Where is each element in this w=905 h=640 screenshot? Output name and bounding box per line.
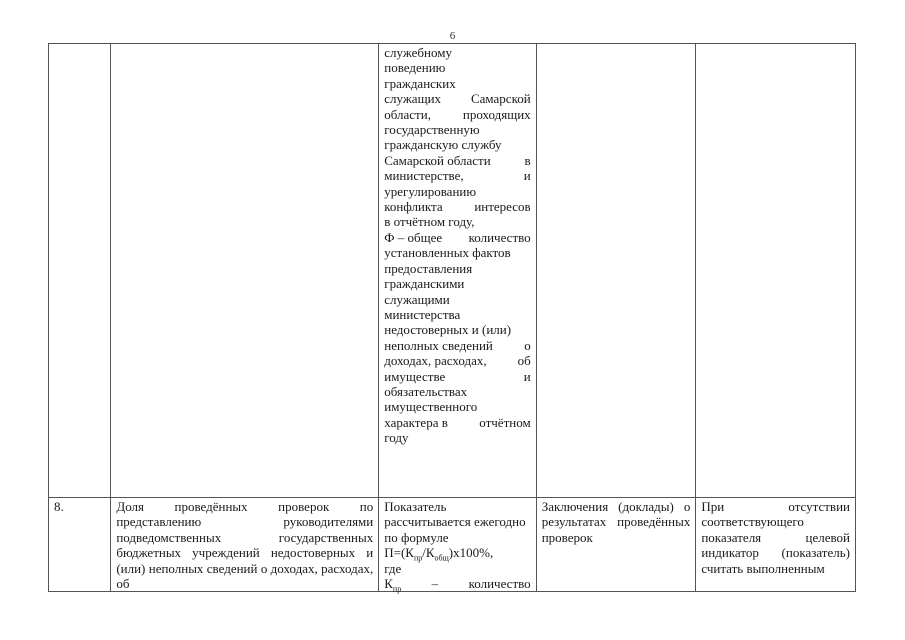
cell-row-number	[49, 498, 111, 592]
formula-subscript-obsh: общ	[434, 553, 449, 563]
indicator-table	[48, 43, 856, 592]
method-line: гражданских	[384, 75, 456, 91]
method-line: области, проходящих	[384, 106, 531, 122]
method-line: министерстве, и	[384, 168, 531, 184]
method-line: поведению	[384, 60, 446, 76]
cell-number-empty	[49, 44, 111, 498]
cell-note	[696, 498, 856, 592]
where-text: где	[384, 560, 402, 576]
formula	[384, 545, 530, 563]
method-line: гражданскую службу	[384, 137, 502, 153]
cell-method-continued	[379, 44, 536, 498]
cell-note-empty	[696, 44, 856, 498]
k-definition	[384, 576, 531, 594]
k-text: количество	[468, 576, 531, 592]
method-line: обязательствах	[384, 383, 468, 399]
method-line: Ф – общее количество	[384, 229, 531, 245]
method-line: характера в отчётном	[384, 414, 531, 430]
method-line: году	[384, 430, 409, 446]
method-line: конфликта интересов	[384, 199, 531, 215]
method-line: служащих Самарской	[384, 91, 531, 107]
cell-calculation-method	[379, 498, 536, 592]
method-line: недостоверных и (или)	[384, 322, 512, 338]
method-continued-text	[384, 45, 530, 446]
k-symbol: К	[384, 576, 393, 592]
source-text: Заключения (доклады) о результатах проведённых проверок	[541, 499, 691, 545]
row-number: 8.	[54, 499, 64, 514]
method-line: урегулированию	[384, 183, 477, 199]
method-line: гражданскими	[384, 276, 465, 292]
method-line: в отчётном году,	[384, 214, 475, 230]
method-line: имуществе и	[384, 368, 531, 384]
method-line: доходах, расходах, об	[384, 353, 531, 369]
table-row-continued	[49, 44, 856, 498]
method-line: служащими	[384, 291, 450, 307]
method-line: Самарской области в	[384, 152, 531, 168]
method-line: установленных фактов	[384, 245, 511, 261]
cell-source-empty	[536, 44, 696, 498]
method-line: государственную	[384, 122, 480, 138]
cell-source	[536, 498, 696, 592]
method-line: министерства	[384, 306, 461, 322]
page-number: 6	[449, 30, 456, 42]
method-line: служебному	[384, 45, 452, 60]
formula-mid: /К	[422, 545, 435, 561]
formula-suffix: )х100%,	[448, 545, 494, 561]
method-line: неполных сведений о	[384, 337, 531, 353]
cell-indicator-name	[111, 498, 379, 592]
method-line: предоставления	[384, 260, 473, 276]
cell-name-empty	[111, 44, 379, 498]
k-subscript: пр	[392, 584, 402, 594]
k-dash: –	[431, 576, 439, 592]
method-line: имущественного	[384, 399, 478, 415]
table-row-8	[49, 498, 856, 592]
formula-prefix: П=(К	[384, 545, 414, 561]
indicator-name: Доля проведённых проверок по представлению руководителями подведомственных государственных бюджетных учреждений недостоверных и (или) неполных сведений о доходах, расходах, об	[116, 499, 374, 592]
method-intro: Показатель рассчитывается ежегодно по формуле	[384, 499, 526, 545]
note-text: При отсутствии соответствующего показателя целевой индикатор (показатель) считать выполненным	[701, 499, 850, 576]
formula-subscript-pr: пр	[413, 553, 423, 563]
